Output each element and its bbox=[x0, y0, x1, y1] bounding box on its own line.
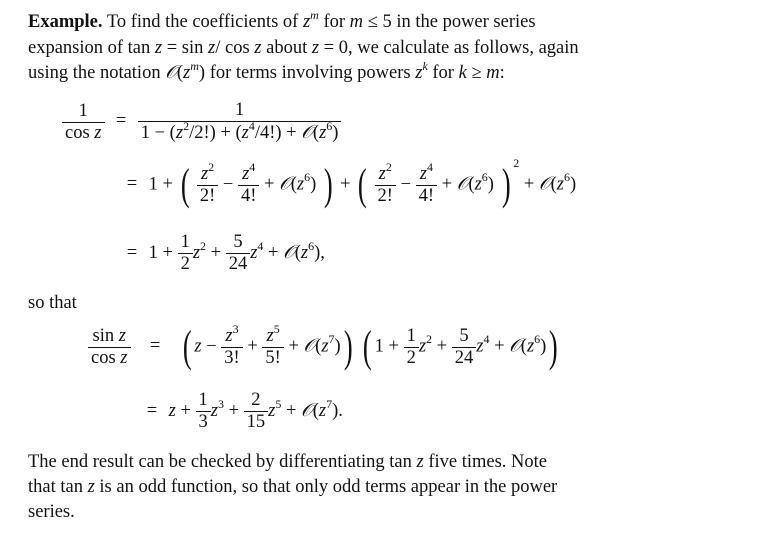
eq-tan-result: = z + $\frac{1}{3}$ $z^3$ + $\frac{2}{15}$ $z^5$ + $𝒪(z^7)$. bbox=[146, 390, 343, 432]
intro-paragraph: Example. To find the coefficients of $z^m$ for m ≤ 5 in the power series expansion of tan z = sin z/ cos z about z = 0, we calculate as follows, again using the notation $𝒪(z^m)$ for terms involving powers $z^k$ for k ≥ m: bbox=[28, 8, 579, 83]
eq-tan-product: $\frac{\text{sin z}}{\text{cos z}}$ = ( z − $\frac{z^3}{3!}$ + $\frac{z^5}{5!}$ + $𝒪(z^7)$) ( 1 + $\frac{1}{2}$ $z^2$ + $\frac{5}{24}$ $z^4$ + $𝒪(z^6)$) bbox=[88, 325, 561, 369]
so-that-text: so that bbox=[28, 293, 77, 313]
eq-1-over-cos: $\frac{1}{\text{cos z}}$ = $\frac{1}{1 - (z^2/2!) + (z^4/4!) + 𝒪(z^6)}$ bbox=[62, 100, 341, 144]
eq-expansion-2: = 1 + $\frac{1}{2}$ $z^2$ + $\frac{5}{24}$ $z^4$ + $𝒪(z^6)$, bbox=[126, 232, 325, 274]
example-heading: Example. bbox=[28, 12, 103, 32]
eq-expansion-1: = 1 + ( $\frac{z^2}{2!}$ − $\frac{z^4}{4!}$ + $𝒪(z^6)$ ) + ( $\frac{z^2}{2!}$ − $\frac{z^4}{4!}$ + $𝒪(z^6)$ ) $^2 + 𝒪(z^6)$ bbox=[126, 156, 577, 209]
outro-paragraph: The end result can be checked by differentiating tan z five times. Note that tan z is an odd function, so that only odd terms appear in the power series. bbox=[28, 452, 558, 522]
